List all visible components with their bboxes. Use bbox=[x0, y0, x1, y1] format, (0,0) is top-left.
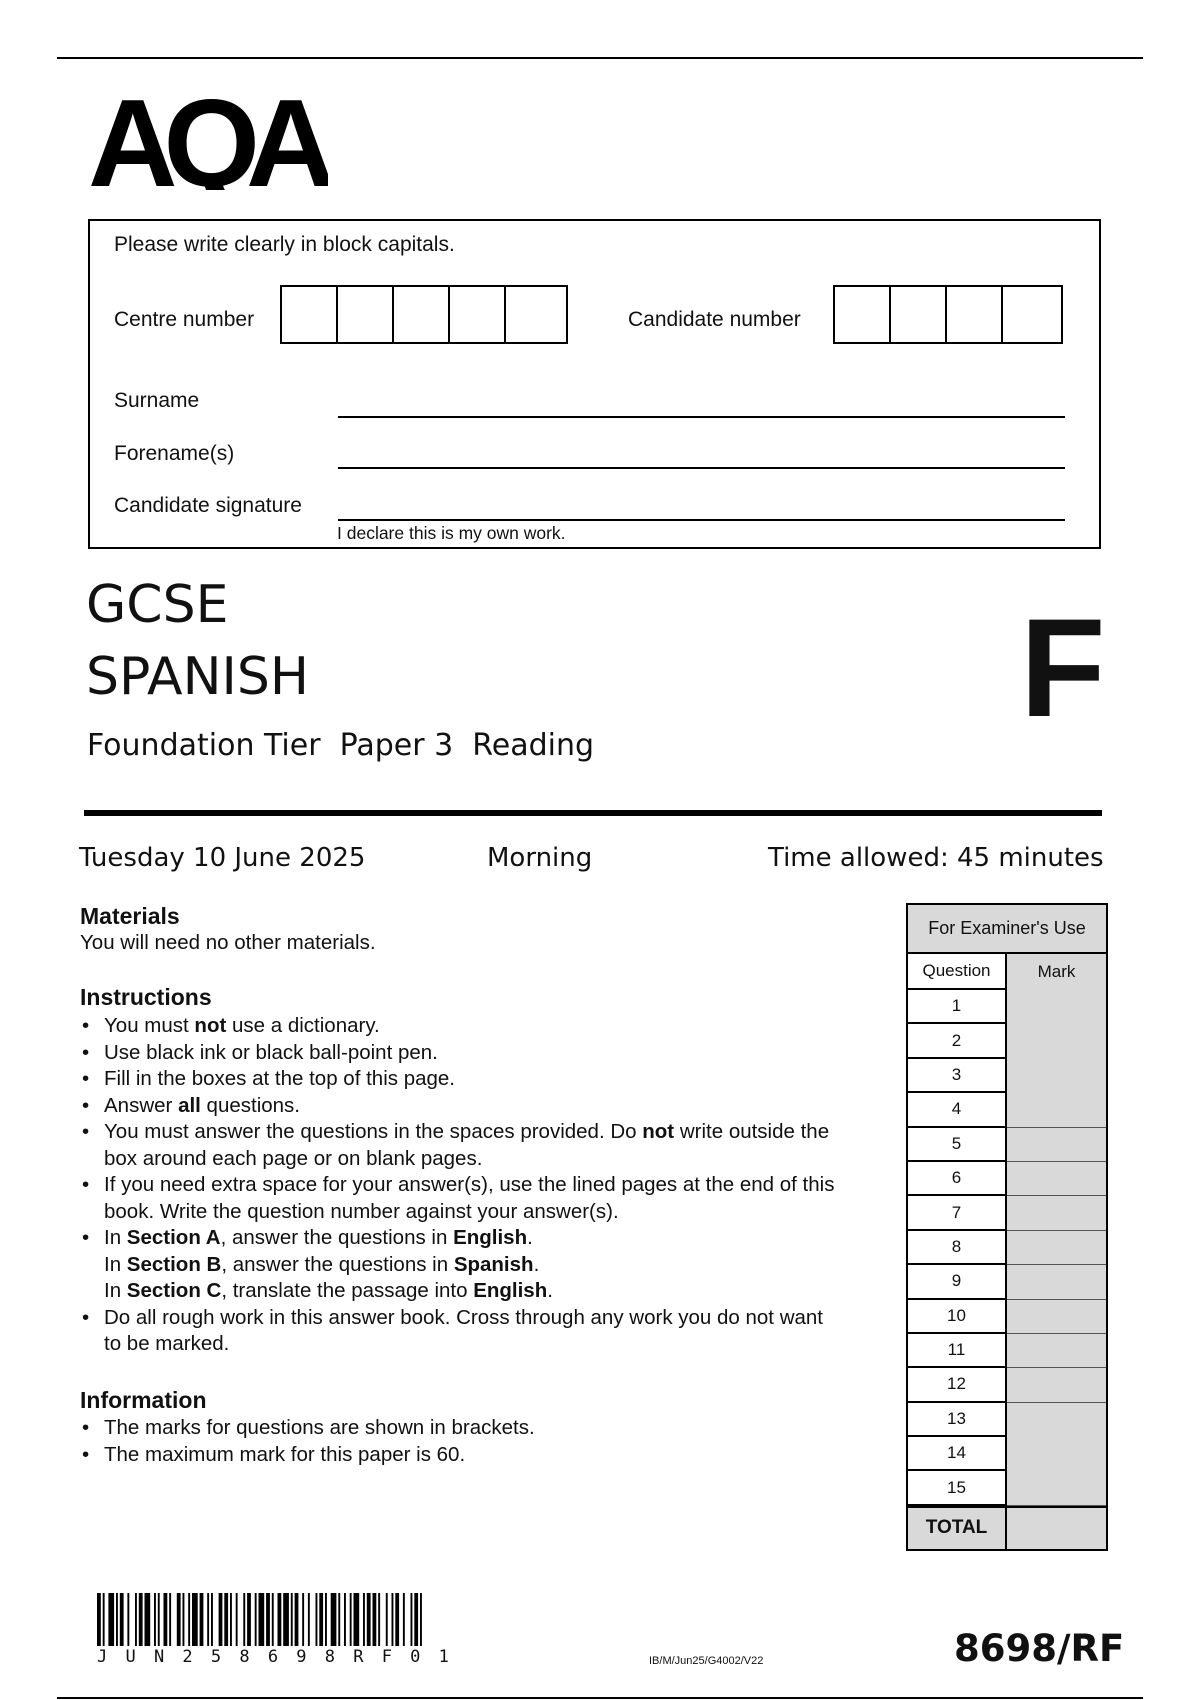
mark-cell[interactable] bbox=[1007, 1059, 1106, 1093]
centre-digit-box[interactable] bbox=[450, 287, 506, 342]
barcode-bar bbox=[395, 1593, 399, 1646]
examiner-question-row bbox=[908, 1024, 1106, 1058]
barcode-bar bbox=[127, 1593, 129, 1646]
barcode-bar bbox=[247, 1593, 251, 1646]
candidate-digit-box[interactable] bbox=[1003, 287, 1059, 342]
examiner-question-row bbox=[908, 1437, 1106, 1471]
centre-digit-box[interactable] bbox=[338, 287, 394, 342]
examiner-total-row bbox=[908, 1506, 1106, 1549]
mark-cell[interactable] bbox=[1007, 1437, 1106, 1471]
time-allowed: Time allowed: 45 minutes bbox=[768, 843, 1104, 873]
mark-cell[interactable] bbox=[1007, 1128, 1106, 1162]
barcode-bar bbox=[169, 1593, 171, 1646]
information-list bbox=[80, 1415, 870, 1468]
barcode-graphic bbox=[97, 1593, 507, 1646]
mark-cell[interactable] bbox=[1007, 1162, 1106, 1196]
declaration-text: I declare this is my own work. bbox=[337, 523, 566, 543]
signature-label: Candidate signature bbox=[114, 494, 302, 517]
question-number-cell: 1 bbox=[908, 990, 1007, 1024]
question-number-cell: 9 bbox=[908, 1265, 1007, 1299]
barcode-bar bbox=[403, 1593, 405, 1646]
barcode-bar bbox=[283, 1593, 289, 1646]
examiner-question-row bbox=[908, 1471, 1106, 1505]
mark-cell[interactable] bbox=[1007, 1300, 1106, 1334]
mark-cell[interactable] bbox=[1007, 1368, 1106, 1402]
barcode-bar bbox=[139, 1593, 143, 1646]
question-number-cell: 12 bbox=[908, 1368, 1007, 1402]
barcode-bar bbox=[344, 1593, 346, 1646]
examiner-question-row bbox=[908, 1196, 1106, 1230]
instruction-item: • Answer all questions. bbox=[80, 1093, 870, 1120]
mark-cell[interactable] bbox=[1007, 1093, 1106, 1127]
signature-line[interactable] bbox=[338, 519, 1065, 521]
barcode-bar bbox=[367, 1593, 371, 1646]
barcode-bar bbox=[219, 1593, 223, 1646]
barcode-bar bbox=[135, 1593, 137, 1646]
candidate-digit-box[interactable] bbox=[947, 287, 1003, 342]
examiner-question-row bbox=[908, 1231, 1106, 1265]
instruction-item: • You must not use a dictionary. bbox=[80, 1013, 870, 1040]
barcode-bar bbox=[325, 1593, 327, 1646]
instruction-item: • If you need extra space for your answer(s), use the lined pages at the end of this book. Write the question number against your answer(s). bbox=[80, 1172, 870, 1225]
examiner-table-header-row bbox=[908, 954, 1106, 990]
bottom-rule bbox=[57, 1697, 1143, 1699]
mark-cell[interactable] bbox=[1007, 1471, 1106, 1505]
centre-digit-box[interactable] bbox=[282, 287, 338, 342]
instruction-item: • Fill in the boxes at the top of this page. bbox=[80, 1066, 870, 1093]
question-number-cell: 2 bbox=[908, 1024, 1007, 1058]
instructions-list bbox=[80, 1013, 870, 1358]
paper-subtitle: Foundation Tier Paper 3 Reading bbox=[87, 728, 595, 763]
question-number-cell: 10 bbox=[908, 1300, 1007, 1334]
barcode-bar bbox=[108, 1593, 114, 1646]
barcode-bar bbox=[224, 1593, 228, 1646]
barcode-bar bbox=[164, 1593, 168, 1646]
question-number-cell: 8 bbox=[908, 1231, 1007, 1265]
top-rule bbox=[57, 57, 1143, 59]
centre-digit-box[interactable] bbox=[394, 287, 450, 342]
instruction-item: • In Section A, answer the questions in English. In Section B, answer the questions in Spanish. In Section C, translate the passage into English. bbox=[80, 1225, 870, 1305]
centre-number-field[interactable] bbox=[280, 285, 568, 344]
barcode-bar bbox=[177, 1593, 181, 1646]
barcode-bars bbox=[97, 1593, 507, 1646]
barcode-bar bbox=[291, 1593, 293, 1646]
barcode-bar bbox=[183, 1593, 185, 1646]
mark-cell[interactable] bbox=[1007, 1231, 1106, 1265]
barcode-bar bbox=[363, 1593, 365, 1646]
question-number-cell: 13 bbox=[908, 1403, 1007, 1437]
barcode-bar bbox=[158, 1593, 160, 1646]
examiner-question-row bbox=[908, 1162, 1106, 1196]
aqa-logo bbox=[88, 80, 328, 195]
examiner-table-heading: For Examiner's Use bbox=[908, 905, 1106, 954]
materials-text: You will need no other materials. bbox=[80, 931, 376, 954]
exam-session: Morning bbox=[487, 843, 593, 873]
barcode-bar bbox=[259, 1593, 265, 1646]
forenames-label: Forename(s) bbox=[114, 442, 235, 465]
barcode-bar bbox=[319, 1593, 323, 1646]
candidate-number-field[interactable] bbox=[833, 285, 1063, 344]
barcode-bar bbox=[316, 1593, 318, 1646]
examiner-question-row bbox=[908, 1093, 1106, 1127]
barcode-bar bbox=[243, 1593, 245, 1646]
question-number-cell: 6 bbox=[908, 1162, 1007, 1196]
total-mark-cell bbox=[1007, 1508, 1106, 1549]
block-capitals-instruction: Please write clearly in block capitals. bbox=[114, 233, 455, 256]
barcode-bar bbox=[414, 1593, 418, 1646]
barcode-bar bbox=[255, 1593, 257, 1646]
barcode-bar bbox=[295, 1593, 299, 1646]
instruction-item: • Do all rough work in this answer book. Cross through any work you do not want to be marked. bbox=[80, 1305, 870, 1358]
examiner-question-row bbox=[908, 990, 1106, 1024]
barcode-bar bbox=[272, 1593, 274, 1646]
barcode-bar bbox=[211, 1593, 213, 1646]
mark-cell[interactable] bbox=[1007, 1196, 1106, 1230]
candidate-digit-box[interactable] bbox=[891, 287, 947, 342]
examiner-question-row bbox=[908, 1403, 1106, 1437]
barcode-bar bbox=[200, 1593, 204, 1646]
barcode-bar bbox=[188, 1593, 190, 1646]
question-column-header: Question bbox=[908, 954, 1007, 990]
question-number-cell: 5 bbox=[908, 1128, 1007, 1162]
instruction-item: • You must answer the questions in the spaces provided. Do not write outside the box around each page or on blank pages. bbox=[80, 1119, 870, 1172]
question-number-cell: 15 bbox=[908, 1471, 1007, 1505]
barcode-bar bbox=[154, 1593, 156, 1646]
instructions-heading: Instructions bbox=[80, 984, 212, 1010]
barcode-bar bbox=[278, 1593, 282, 1646]
paper-reference: IB/M/Jun25/G4002/V22 bbox=[649, 1655, 764, 1667]
barcode-bar bbox=[120, 1593, 124, 1646]
barcode-bar bbox=[338, 1593, 340, 1646]
mark-cell[interactable] bbox=[1007, 1265, 1106, 1299]
barcode-bar bbox=[354, 1593, 360, 1646]
surname-line[interactable] bbox=[338, 416, 1065, 418]
information-item: • The marks for questions are shown in brackets. bbox=[80, 1415, 870, 1442]
paper-code: 8698/RF bbox=[954, 1627, 1125, 1670]
question-number-cell: 3 bbox=[908, 1059, 1007, 1093]
barcode-bar bbox=[116, 1593, 118, 1646]
materials-heading: Materials bbox=[80, 903, 180, 929]
question-number-cell: 11 bbox=[908, 1334, 1007, 1368]
examiner-question-row bbox=[908, 1300, 1106, 1334]
mark-cell[interactable] bbox=[1007, 990, 1106, 1024]
examiner-use-table bbox=[906, 903, 1108, 1551]
total-label: TOTAL bbox=[908, 1508, 1007, 1549]
tier-letter: F bbox=[1020, 589, 1106, 746]
forenames-line[interactable] bbox=[338, 467, 1065, 469]
barcode-bar bbox=[230, 1593, 232, 1646]
surname-label: Surname bbox=[114, 389, 200, 412]
question-number-cell: 4 bbox=[908, 1093, 1007, 1127]
svg-text:AQA: AQA bbox=[88, 80, 322, 190]
barcode-bar bbox=[420, 1593, 422, 1646]
examiner-question-row bbox=[908, 1128, 1106, 1162]
instruction-item: • Use black ink or black ball-point pen. bbox=[80, 1040, 870, 1067]
barcode-bar bbox=[386, 1593, 388, 1646]
title-divider bbox=[84, 810, 1102, 816]
barcode-bar bbox=[411, 1593, 413, 1646]
question-number-cell: 14 bbox=[908, 1437, 1007, 1471]
examiner-question-row bbox=[908, 1368, 1106, 1402]
barcode-text: J U N 2 5 8 6 9 8 R F 0 1 bbox=[97, 1647, 453, 1667]
barcode-bar bbox=[266, 1593, 270, 1646]
mark-column-header: Mark bbox=[1007, 954, 1106, 990]
question-number-cell: 7 bbox=[908, 1196, 1007, 1230]
barcode-bar bbox=[350, 1593, 352, 1646]
barcode-bar bbox=[308, 1593, 310, 1646]
information-item: • The maximum mark for this paper is 60. bbox=[80, 1442, 870, 1469]
examiner-question-row bbox=[908, 1334, 1106, 1368]
information-heading: Information bbox=[80, 1387, 207, 1413]
examiner-question-row bbox=[908, 1265, 1106, 1299]
subject-title: SPANISH bbox=[86, 647, 309, 707]
centre-number-label: Centre number bbox=[114, 308, 255, 331]
barcode-bar bbox=[97, 1593, 101, 1646]
barcode-bar bbox=[207, 1593, 209, 1646]
barcode-bar bbox=[392, 1593, 394, 1646]
mark-cell[interactable] bbox=[1007, 1024, 1106, 1058]
barcode-bar bbox=[302, 1593, 304, 1646]
barcode-bar bbox=[103, 1593, 105, 1646]
candidate-digit-box[interactable] bbox=[835, 287, 891, 342]
candidate-number-label: Candidate number bbox=[628, 308, 801, 331]
mark-cell[interactable] bbox=[1007, 1334, 1106, 1368]
barcode-bar bbox=[145, 1593, 151, 1646]
examiner-question-row bbox=[908, 1059, 1106, 1093]
barcode-bar bbox=[192, 1593, 198, 1646]
barcode-bar bbox=[236, 1593, 238, 1646]
mark-cell[interactable] bbox=[1007, 1403, 1106, 1437]
exam-date: Tuesday 10 June 2025 bbox=[79, 843, 366, 873]
barcode-bar bbox=[331, 1593, 337, 1646]
centre-digit-box[interactable] bbox=[506, 287, 562, 342]
examiner-question-rows bbox=[908, 990, 1106, 1506]
barcode-bar bbox=[378, 1593, 380, 1646]
barcode-bar bbox=[373, 1593, 377, 1646]
qualification-title: GCSE bbox=[86, 575, 229, 635]
